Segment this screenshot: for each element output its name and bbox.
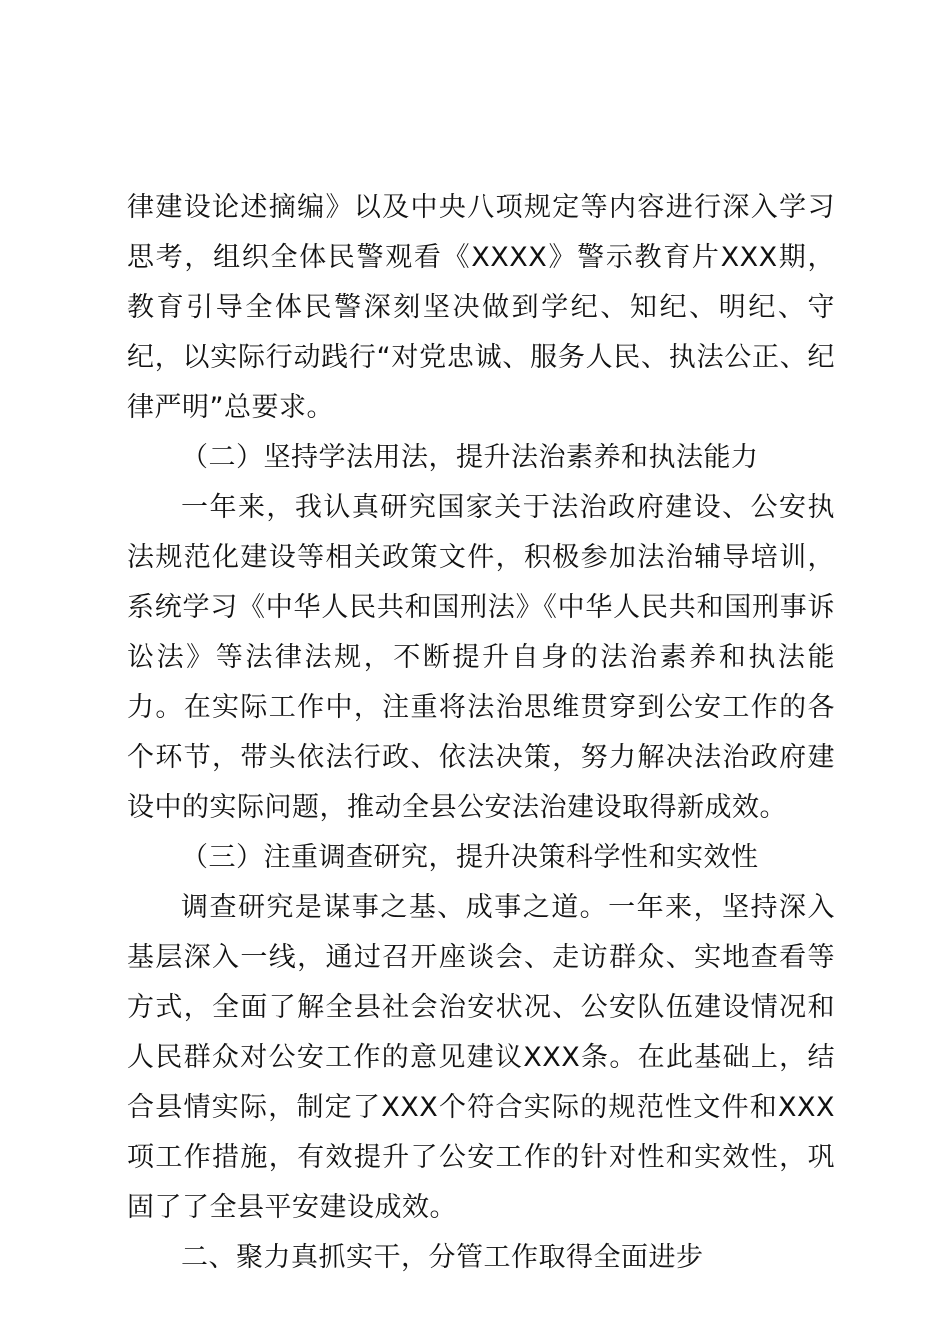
document-body — [127, 183, 835, 1283]
subheading-law-study: （二）坚持学法用法，提升法治素养和执法能力 — [181, 442, 759, 473]
subheading-research: （三）注重调查研究，提升决策科学性和实效性 — [181, 842, 759, 873]
paragraph-discipline-study: 律建设论述摘编》以及中央八项规定等内容进行深入学习思考，组织全体民警观看《XXXX》警示教育片XXX期，教育引导全体民警深刻坚决做到学纪、知纪、明纪、守纪，以实际行动践行“对党忠诚、服务人民、执法公正、纪律严明”总要求。 — [127, 192, 835, 423]
paragraph-law-study: 一年来，我认真研究国家关于法治政府建设、公安执法规范化建设等相关政策文件，积极参加法治辅导培训，系统学习《中华人民共和国刑法》《中华人民共和国刑事诉讼法》等法律法规，不断提升自身的法治素养和执法能力。在实际工作中，注重将法治思维贯穿到公安工作的各个环节，带头依法行政、依法决策，努力解决法治政府建设中的实际问题，推动全县公安法治建设取得新成效。 — [127, 492, 835, 823]
paragraph-research: 调查研究是谋事之基、成事之道。一年来，坚持深入基层深入一线，通过召开座谈会、走访群众、实地查看等方式，全面了解全县社会治安状况、公安队伍建设情况和人民群众对公安工作的意见建议XXX条。在此基础上，结合县情实际，制定了XXX个符合实际的规范性文件和XXX项工作措施，有效提升了公安工作的针对性和实效性，巩固了了全县平安建设成效。 — [127, 892, 835, 1223]
section-heading-work-progress: 二、聚力真抓实干，分管工作取得全面进步 — [181, 1242, 704, 1273]
